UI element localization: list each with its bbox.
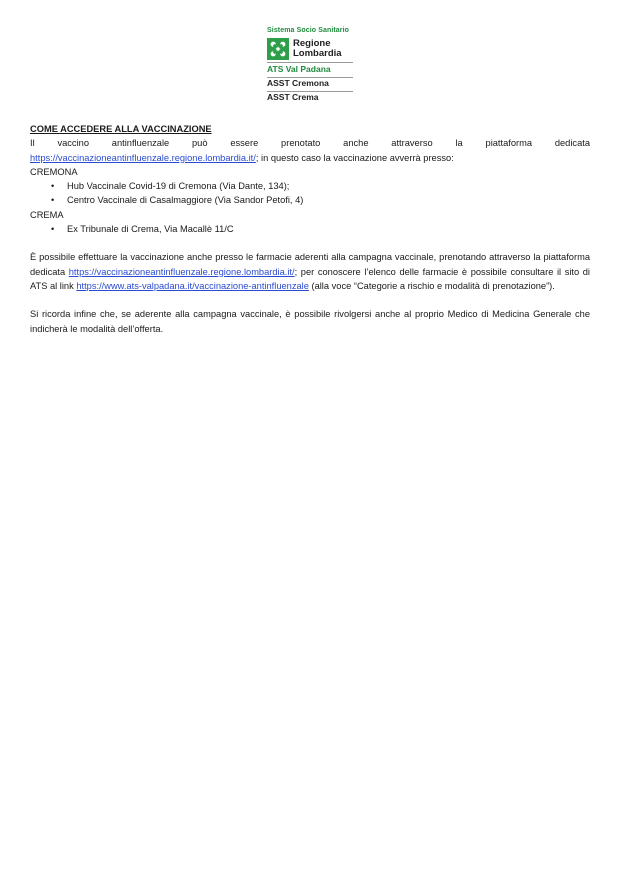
crema-locations-list xyxy=(30,222,590,236)
logo-block xyxy=(267,26,357,103)
p2-text3: (alla voce “Categorie a rischio e modalità di prenotazione”). xyxy=(308,280,555,291)
booking-platform-link[interactable]: https://vaccinazioneantinfluenzale.regione.lombardia.it/ xyxy=(30,152,256,163)
p1-after: ; in questo caso la vaccinazione avverrà presso: xyxy=(255,152,454,163)
city-cremona-label: CREMONA xyxy=(30,166,78,177)
cross-emblem-icon xyxy=(269,40,287,58)
regione-lombardia-logo-icon xyxy=(267,38,289,60)
list-item: • Centro Vaccinale di Casalmaggiore (Via Sandor Petofi, 4) xyxy=(67,193,590,207)
logo-asst-crema: ASST Crema xyxy=(267,92,319,102)
paragraph-booking xyxy=(30,136,590,165)
section-heading: COME ACCEDERE ALLA VACCINAZIONE xyxy=(30,124,212,134)
logo-ats: ATS Val Padana xyxy=(267,64,331,74)
logo-divider xyxy=(267,62,353,63)
paragraph-doctor: Si ricorda infine che, se aderente alla campagna vaccinale, è possibile rivolgersi anche al proprio Medico di Medicina Generale che indicherà le modalità dell’offerta. xyxy=(30,309,590,334)
logo-asst-cremona: ASST Cremona xyxy=(267,78,329,88)
logo-region-line2: Lombardia xyxy=(293,48,342,59)
spacer xyxy=(30,236,590,250)
logo-region-name xyxy=(293,39,342,59)
p1-text: Il vaccino antinfluenzale può essere prenotato anche attraverso la piattaforma dedicata xyxy=(30,138,590,149)
document-body xyxy=(30,122,590,336)
p2-text2: ; per conoscere l’elenco delle farmacie è possibile consultare il sito di ATS al link xyxy=(30,266,590,291)
logo-row xyxy=(267,38,357,60)
logo-region-line1: Regione xyxy=(293,38,331,49)
spacer xyxy=(30,293,590,307)
city-crema-label: CREMA xyxy=(30,209,64,220)
paragraph-pharmacies xyxy=(30,250,590,293)
pharmacy-platform-link[interactable]: https://vaccinazioneantinfluenzale.regione.lombardia.it/ xyxy=(68,266,295,277)
list-item: • Ex Tribunale di Crema, Via Macallè 11/C xyxy=(67,222,590,236)
logo-sistema-text: Sistema Socio Sanitario xyxy=(267,27,350,34)
p2-text1: È possibile effettuare la vaccinazione anche presso le farmacie aderenti alla campagna vaccinale, prenotando attraverso la piattaforma dedicata xyxy=(30,252,590,277)
cremona-locations-list xyxy=(30,179,590,208)
list-item: • Hub Vaccinale Covid-19 di Cremona (Via Dante, 134); xyxy=(67,179,590,193)
ats-site-link[interactable]: https://www.ats-valpadana.it/vaccinazione-antinfluenzale xyxy=(76,280,309,291)
